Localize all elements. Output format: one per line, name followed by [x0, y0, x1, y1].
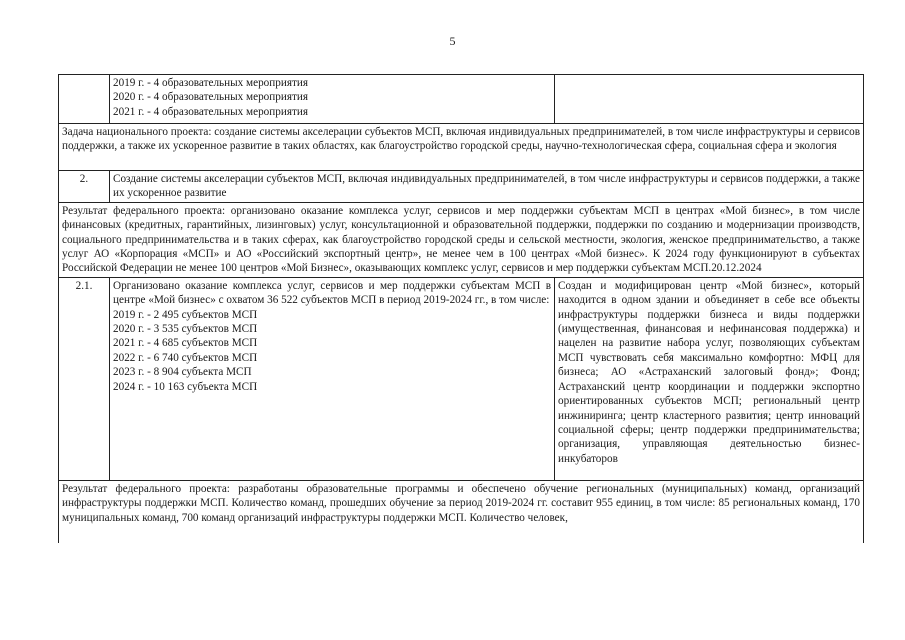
page-number: 5 — [449, 34, 456, 48]
year-list-cell — [110, 75, 555, 124]
row-number: 2. — [59, 171, 110, 203]
year-line: 2019 г. - 4 образовательных мероприятия — [113, 77, 309, 89]
federal-project-result: Результат федерального проекта: разработаны образовательные программы и обеспечено обучение региональных (муниципальных) команд, организаций инфраструктуры поддержки МСП. Количество команд, прошедших обучение за период 2019-2024 гг. составит 955 единиц, в том числе: 85 региональных команд, 170 муниципальных команд, 700 команд организаций инфраструктуры поддержки МСП. Количество человек, — [59, 480, 864, 543]
table-row-result-1 — [59, 202, 864, 277]
description-cell: Создан и модифицирован центр «Мой бизнес», который находится в одном здании и объединяет в себе все объекты инфраструктуры поддержки бизнеса и виды поддержки (имущественная, финансовая и нефинансовая поддержка) и нацелен на развитие набора услуг, позволяющих субъектам МСП чувствовать себя максимально комфортно: МФЦ для бизнеса; АО «Астраханский залоговый фонд»; Фонд; Астраханский центр координации и поддержки экспортно ориентированных субъектов МСП; региональный центр инжиниринга; центр кластерного развития; центр инноваций социальной сферы; центр поддержки предпринимательства; организация, управляющая деятельностью бизнес-инкубаторов — [555, 277, 864, 480]
table-row-2 — [59, 171, 864, 203]
row-number: 2.1. — [59, 277, 110, 480]
table-row-top — [59, 75, 864, 124]
result-lead-text: Организовано оказание комплекса услуг, сервисов и мер поддержки субъектам МСП в центре «Мой бизнес» с охватом 36 522 субъектов МСП в период 2019-2024 гг., в том числе: — [113, 279, 551, 307]
number-cell — [59, 75, 110, 124]
plan-table — [58, 74, 864, 543]
year-line: 2020 г. - 3 535 субъектов МСП — [113, 323, 258, 336]
year-line: 2022 г. - 6 740 субъектов МСП — [113, 351, 258, 364]
year-line: 2020 г. - 4 образовательных мероприятия — [113, 91, 309, 104]
year-line: 2023 г. - 8 904 субъекта МСП — [113, 366, 252, 379]
table-row-result-2 — [59, 480, 864, 543]
year-line: 2021 г. - 4 образовательных мероприятия — [113, 105, 309, 118]
table-row-task — [59, 124, 864, 171]
year-line: 2021 г. - 4 685 субъектов МСП — [113, 337, 258, 350]
description-cell — [555, 75, 864, 124]
result-details-cell — [110, 277, 555, 480]
federal-project-result: Результат федерального проекта: организовано оказание комплекса услуг, сервисов и мер поддержки субъектам МСП в центрах «Мой бизнес», в том числе финансовых (кредитных, гарантийных, лизинговых) услуг, консультационной и образовательной поддержки, поддержки по созданию и модернизации производств, социального предпринимательства и в таких сферах, как благоустройство городской среды и сельской местности, экология, женское предпринимательство, а также услуг АО «Корпорация «МСП» и АО «Российский экспортный центр», не менее чем в 100 центрах «Мой бизнес». К 2024 году функционируют в субъектах Российской Федерации не менее 100 центров «Мой Бизнес», оказывающих комплекс услуг, сервисов и мер поддержки субъектам МСП.20.12.2024 — [59, 202, 864, 277]
row-text: Создание системы акселерации субъектов МСП, включая индивидуальных предпринимателей, в том числе инфраструктуры и сервисов поддержки, а также их ускоренное развитие — [110, 171, 864, 203]
national-project-task: Задача национального проекта: создание системы акселерации субъектов МСП, включая индивидуальных предпринимателей, в том числе инфраструктуры и сервисов поддержки, а также их ускоренное развитие в таких областях, как благоустройство городской среды, научно-технологическая сфера, социальная сфера и экология — [59, 124, 864, 171]
year-line: 2024 г. - 10 163 субъекта МСП — [113, 380, 258, 393]
year-line: 2019 г. - 2 495 субъектов МСП — [113, 308, 258, 321]
table-row-2-1 — [59, 277, 864, 480]
